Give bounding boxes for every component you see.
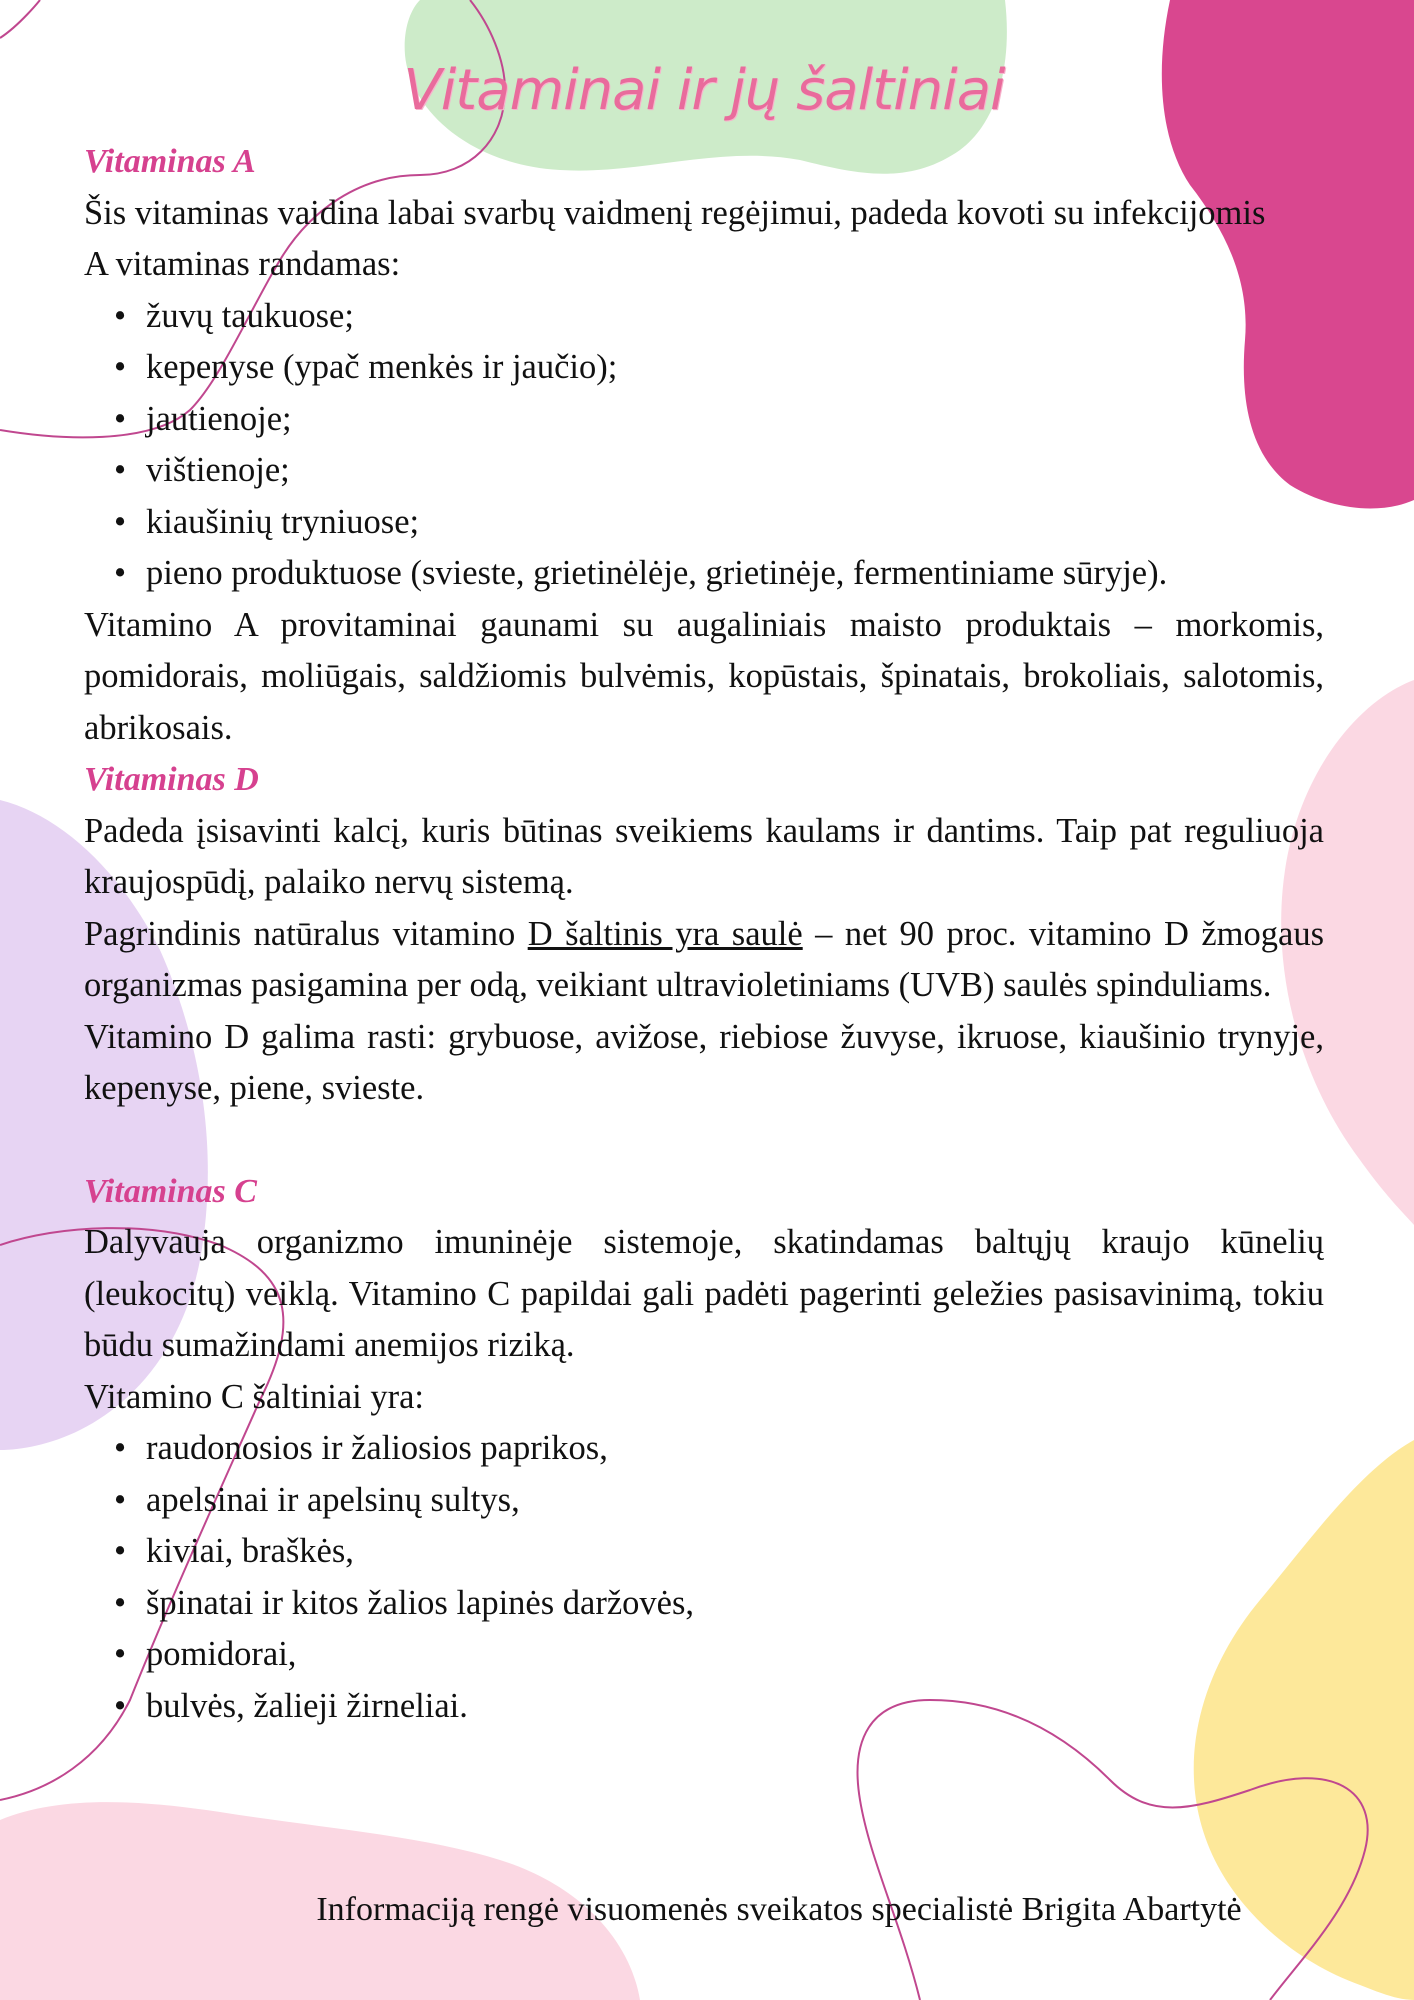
underlined-text: D šaltinis yra saulė xyxy=(527,914,803,953)
list-item: • jautienoje; xyxy=(146,394,1324,446)
list-item: • pomidorai, xyxy=(146,1629,1324,1681)
list-item: • kiaušinių tryniuose; xyxy=(146,497,1324,549)
spacer xyxy=(84,1115,1324,1166)
bullet-list xyxy=(84,1423,1324,1732)
list-item: • špinatai ir kitos žalios lapinės daržovės, xyxy=(146,1578,1324,1630)
footer-credit: Informaciją rengė visuomenės sveikatos specialistė Brigita Abartytė xyxy=(316,1891,1242,1928)
document-body xyxy=(84,136,1324,1732)
section-heading: Vitaminas C xyxy=(84,1172,257,1210)
section-vitamin-a xyxy=(84,136,1324,754)
bullet-list xyxy=(84,291,1324,600)
text-run: Pagrindinis natūralus vitamino xyxy=(84,914,528,953)
list-label: Vitamino C šaltiniai yra: xyxy=(84,1377,424,1416)
list-item: • bulvės, žalieji žirneliai. xyxy=(146,1681,1324,1733)
paragraph: Vitamino A provitaminai gaunami su augaliniais maisto produktais – morkomis, pomidorais, moliūgais, saldžiomis bulvėmis, kopūstais, špinatais, brokoliais, salotomis, abrikosais. xyxy=(84,605,1324,747)
section-heading: Vitaminas A xyxy=(84,143,256,180)
section-vitamin-c xyxy=(84,1166,1324,1733)
section-heading: Vitaminas D xyxy=(84,761,259,798)
paragraph: Vitamino D galima rasti: grybuose, avižose, riebiose žuvyse, ikruose, kiaušinio trynyje, kepenyse, piene, svieste. xyxy=(84,1017,1324,1107)
paragraph xyxy=(84,909,1324,1012)
list-item: • žuvų taukuose; xyxy=(146,291,1324,343)
list-item: • kepenyse (ypač menkės ir jaučio); xyxy=(146,342,1324,394)
list-item: • apelsinai ir apelsinų sultys, xyxy=(146,1475,1324,1527)
list-label: A vitaminas randamas: xyxy=(84,245,401,283)
paragraph: Dalyvauja organizmo imuninėje sistemoje, skatindamas baltųjų kraujo kūnelių (leukocitų) veiklą. Vitamino C papildai gali padėti pagerinti geležies pasisavinimą, tokiu būdu sumažindami anemijos riziką. xyxy=(84,1223,1324,1364)
paragraph: Šis vitaminas vaidina labai svarbų vaidmenį regėjimui, padeda kovoti su infekcijomis xyxy=(84,193,1266,232)
list-item: • raudonosios ir žaliosios paprikos, xyxy=(146,1423,1324,1475)
section-vitamin-d xyxy=(84,754,1324,1115)
text-run: – net 90 proc. vitamino D žmogaus organizmas pasigamina per odą, veikiant ultravioletiniams (UVB) saulės spinduliams. xyxy=(84,914,1324,1004)
page-title: Vitaminai ir jų šaltiniai xyxy=(403,58,1005,123)
list-item: • kiviai, braškės, xyxy=(146,1526,1324,1578)
list-item: • vištienoje; xyxy=(146,445,1324,497)
list-item: • pieno produktuose (svieste, grietinėlėje, grietinėje, fermentiniame sūryje). xyxy=(146,548,1324,600)
paragraph: Padeda įsisavinti kalcį, kuris būtinas sveikiems kaulams ir dantims. Taip pat reguliuoja kraujospūdį, palaiko nervų sistemą. xyxy=(84,811,1324,901)
